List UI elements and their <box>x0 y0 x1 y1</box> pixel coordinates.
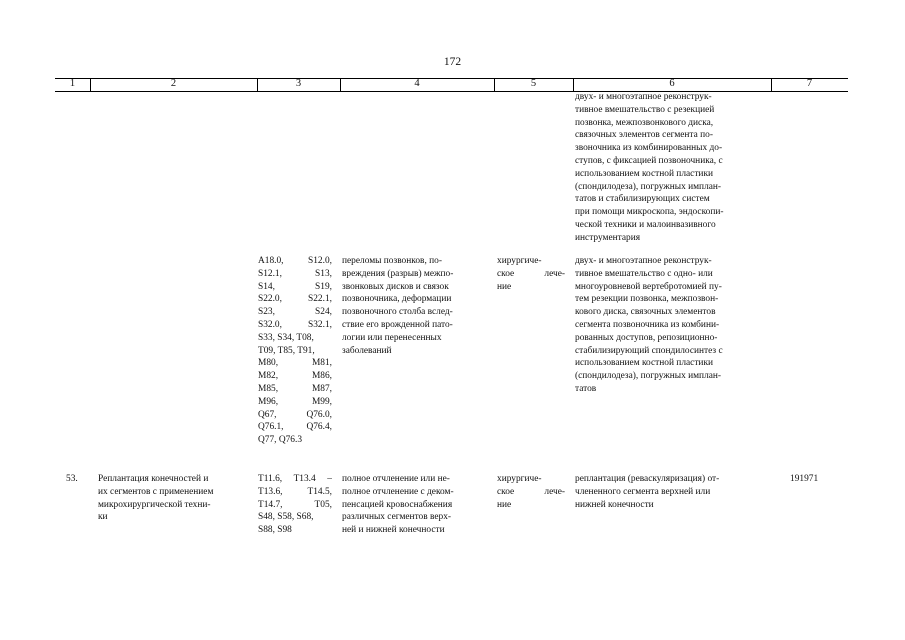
page-number: 172 <box>443 56 462 68</box>
table-header-row <box>55 78 848 92</box>
row1-col6-method: двух- и многоэтапное реконструк- тивное вмешательство с резекцией позвонка, межпозвонкового диска, связочных элементов сегмента по- звоночника из комбинированных до- ступов, с фиксацией позвоночника, с использованием костной пластики (спондилодеза), погружных имплан- татов и стабилизирующих систем при помощи микроскопа, эндоскопи- ческой техники и малоинвазивного инструментария <box>575 92 724 243</box>
row3-col6-method: реплантация (реваскуляризация) от- члененного сегмента верхней или нижней конечности <box>575 474 720 510</box>
column-header-2: 2 <box>170 78 177 89</box>
row3-col1-number: 53. <box>66 474 78 484</box>
row2-col5-treatment: хирургиче- ское лече- ние <box>497 256 565 292</box>
row3-col5-treatment: хирургиче- ское лече- ние <box>497 474 565 510</box>
row3-col4-model: полное отчленение или не- полное отчленение с деком- пенсацией кровоснабжения различных сегментов верх- ней и нижней конечности <box>342 474 454 536</box>
row3-col3-codes: T11.6, T13.4 – T13.6, T14.5, T14.7, T05, S48, S58, S68, S88, S98 <box>258 474 332 536</box>
column-header-7: 7 <box>806 78 813 89</box>
row2-col3-codes: A18.0, S12.0, S12.1, S13, S14, S19, S22.0, S22.1, S23, S24, S32.0, S32.1, S33, S34, T08, T09, T85, T91, M80, M81, M82, M86, M85, M87, M96, M99, Q67, Q76.0, Q76.1, Q76.4, Q77, Q76.3 <box>258 256 332 446</box>
row3-col7-cost: 191971 <box>790 474 819 484</box>
row3-col2-name: Реплантация конечностей и их сегментов с применением микрохирургической техни- ки <box>98 474 214 523</box>
column-header-5: 5 <box>530 78 537 89</box>
column-header-6: 6 <box>669 78 675 89</box>
row2-col4-model: переломы позвонков, по- вреждения (разрыв) межпо- звонковых дисков и связок позвоночника, деформации позвоночного столба вслед- ствие его врожденной пато- логии или перенесенных заболеваний <box>342 256 454 356</box>
column-header-1: 1 <box>69 78 76 89</box>
row2-col6-method: двух- и многоэтапное реконструк- тивное вмешательство с одно- или многоуровневой вертебротомией пу- тем резекции позвонка, межпозвон- кового диска, связочных элементов сегмента позвоночника из комбини- рованных доступов, репозиционно- стабилизирующий спондилосинтез с использованием костной пластики (спондилодеза), погружных имплан- татов <box>575 256 723 394</box>
column-header-3: 3 <box>295 78 302 89</box>
column-header-4: 4 <box>414 78 420 89</box>
